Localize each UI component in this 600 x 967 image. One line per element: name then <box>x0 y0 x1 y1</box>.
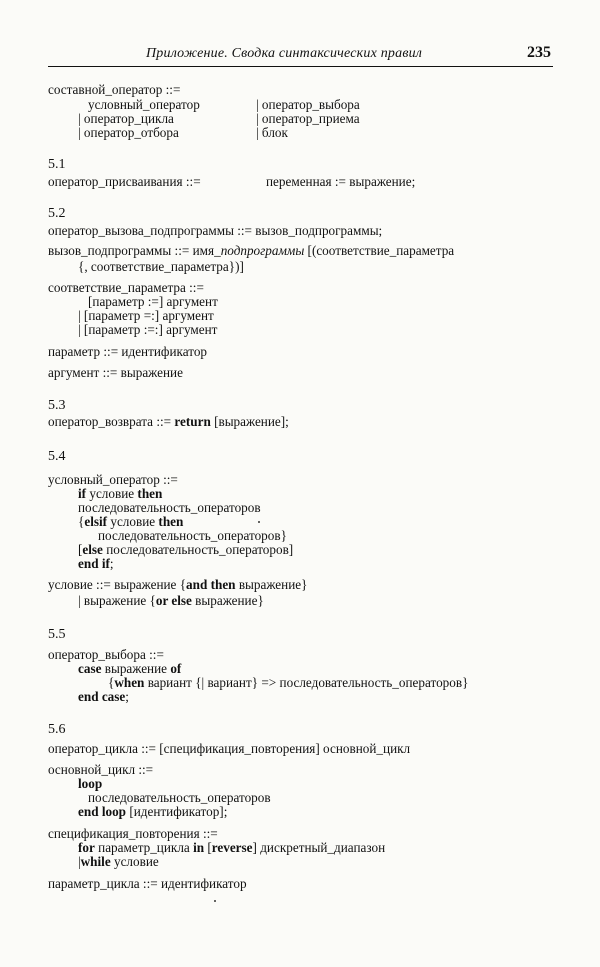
rule-line: оператор_цикла ::= [спецификация_повторения] основной_цикл <box>48 741 411 756</box>
rule-line <box>78 661 181 676</box>
keyword: of <box>170 661 182 676</box>
rule-text: выражение <box>101 661 171 676</box>
rule-text: условие <box>86 486 138 501</box>
rule-line <box>78 854 159 869</box>
rule-line: {, соответствие_параметра})] <box>78 259 244 274</box>
rule-text: | выражение { <box>78 593 156 608</box>
rule-text: { <box>78 514 85 529</box>
rule-line <box>78 593 264 608</box>
rule-line: спецификация_повторения ::= <box>48 826 218 841</box>
keyword: return <box>174 414 211 429</box>
rule-text: | <box>78 854 81 869</box>
rule-line: соответствие_параметра ::= <box>48 280 204 295</box>
rule-text: выражение} <box>191 593 264 608</box>
rule-text: условие ::= выражение { <box>48 577 187 592</box>
section-number: 5.3 <box>48 398 66 413</box>
rule-text: ; <box>109 556 114 571</box>
rule-text: [ <box>204 840 212 855</box>
rule-line: оператор_выбора ::= <box>48 647 164 662</box>
rule-line: условный_оператор <box>88 97 200 112</box>
section-number: 5.1 <box>48 157 66 172</box>
rule-text: условие <box>110 854 159 869</box>
rule-line: последовательность_операторов} <box>98 528 287 543</box>
page-header <box>48 44 553 67</box>
rule-line: параметр ::= идентификатор <box>48 344 208 359</box>
keyword: while <box>80 854 111 869</box>
rule-text: [(соответствие_параметра <box>304 243 455 258</box>
rule-line: | блок <box>256 125 288 140</box>
page-number: 235 <box>527 44 551 61</box>
rule-line: переменная := выражение; <box>266 174 416 189</box>
rule-line: | [параметр =:] аргумент <box>78 308 214 323</box>
rule-line <box>48 243 454 258</box>
keyword: elsif <box>84 514 108 529</box>
rule-line: | оператор_приема <box>256 111 360 126</box>
rule-text: последовательность_операторов] <box>102 542 294 557</box>
rule-line: | оператор_отбора <box>78 125 179 140</box>
keyword: when <box>114 675 145 690</box>
rule-text: условие <box>107 514 159 529</box>
rule-line: оператор_вызова_подпрограммы ::= вызов_подпрограммы; <box>48 223 383 238</box>
rule-text: [ <box>78 542 83 557</box>
rule-text: вариант {| вариант} => последовательность_операторов} <box>144 675 469 690</box>
rule-line <box>108 675 468 690</box>
keyword: case <box>78 661 102 676</box>
rule-text: ; <box>125 689 129 704</box>
rule-text: { <box>108 675 115 690</box>
rule-line: | [параметр :=:] аргумент <box>78 322 218 337</box>
rule-text: выражение} <box>235 577 308 592</box>
rule-line: последовательность_операторов <box>78 500 261 515</box>
section-number: 5.6 <box>48 722 66 737</box>
rule-line <box>78 804 227 819</box>
keyword: or else <box>155 593 192 608</box>
rule-line: | оператор_цикла <box>78 111 174 126</box>
rule-line: [параметр :=] аргумент <box>88 294 218 309</box>
rule-line <box>78 556 114 571</box>
keyword: then <box>137 486 163 501</box>
section-number: 5.4 <box>48 449 66 464</box>
rule-line: | оператор_выбора <box>256 97 360 112</box>
rule-line: параметр_цикла ::= идентификатор <box>48 876 247 891</box>
rule-line <box>78 840 385 855</box>
rule-line: условный_оператор ::= <box>48 472 178 487</box>
keyword: reverse <box>211 840 253 855</box>
rule-text: вызов_подпрограммы ::= имя_ <box>48 243 221 258</box>
keyword: end case <box>78 689 126 704</box>
rule-text: ] дискретный_диапазон <box>252 840 386 855</box>
keyword: else <box>82 542 103 557</box>
rule-line: аргумент ::= выражение <box>48 365 183 380</box>
rule-line: последовательность_операторов <box>88 790 271 805</box>
rule-line <box>48 577 307 592</box>
rule-line <box>78 486 162 501</box>
rule-line: loop <box>78 776 103 791</box>
rule-text: параметр_цикла <box>94 840 194 855</box>
rule-line <box>78 542 293 557</box>
keyword: end loop <box>78 804 127 819</box>
rule-line: оператор_присваивания ::= <box>48 174 201 189</box>
keyword: for <box>78 840 95 855</box>
rule-line: составной_оператор ::= <box>48 82 181 97</box>
rule-text: [идентификатор]; <box>126 804 228 819</box>
running-head: Приложение. Сводка синтаксических правил <box>146 46 423 61</box>
keyword: end if <box>78 556 110 571</box>
section-number: 5.2 <box>48 206 66 221</box>
print-speck <box>214 900 216 902</box>
rule-line <box>48 414 289 429</box>
rule-text: оператор_возврата ::= <box>48 414 175 429</box>
print-speck <box>258 521 260 523</box>
rule-line <box>78 689 129 704</box>
section-number: 5.5 <box>48 627 66 642</box>
rule-text: [выражение]; <box>210 414 289 429</box>
rule-line: основной_цикл ::= <box>48 762 154 777</box>
italic-term: подпрограммы <box>220 243 305 258</box>
keyword: in <box>193 840 205 855</box>
keyword: if <box>78 486 87 501</box>
keyword: then <box>158 514 184 529</box>
rule-line <box>78 514 183 529</box>
keyword: and then <box>186 577 236 592</box>
